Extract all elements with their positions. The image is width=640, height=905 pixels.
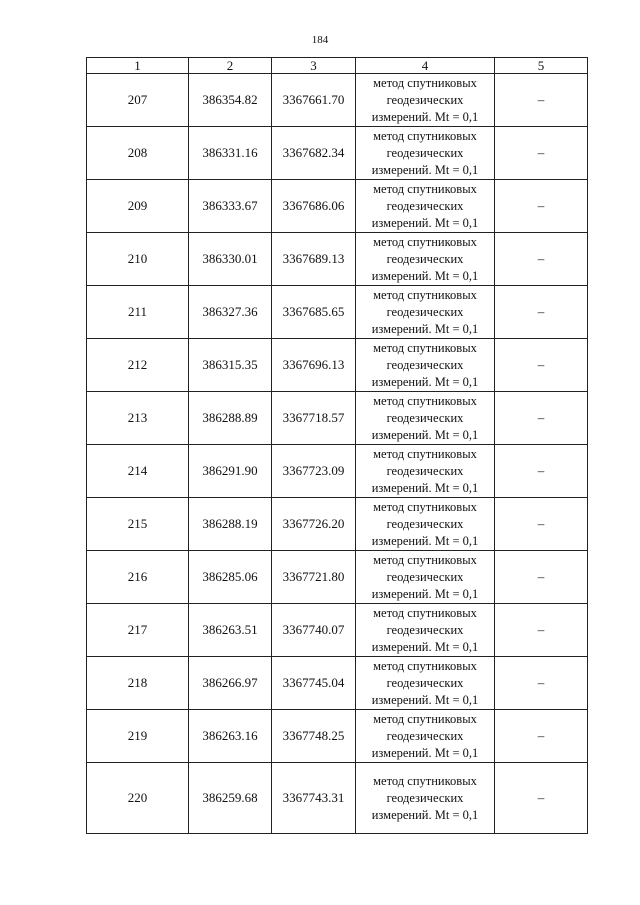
method-cell [356, 74, 495, 127]
note-dash: – [537, 790, 545, 805]
note-dash: – [537, 145, 545, 160]
method-line: метод спутниковых [373, 340, 477, 355]
table-row [87, 551, 588, 604]
y-coordinate-cell: 3367726.20 [272, 498, 356, 551]
method-line: измерений. Mt = 0,1 [371, 321, 479, 336]
y-coordinate-cell: 3367721.80 [272, 551, 356, 604]
table-row [87, 445, 588, 498]
note-cell [495, 498, 588, 551]
table-row [87, 763, 588, 834]
note-cell [495, 286, 588, 339]
method-line: метод спутниковых [373, 499, 477, 514]
method-cell [356, 445, 495, 498]
method-line: геодезических [386, 728, 464, 743]
y-coordinate-cell: 3367740.07 [272, 604, 356, 657]
note-dash: – [537, 463, 545, 478]
method-cell [356, 657, 495, 710]
method-cell [356, 498, 495, 551]
x-coordinate-cell: 386315.35 [189, 339, 272, 392]
method-cell [356, 286, 495, 339]
y-coordinate-cell: 3367685.65 [272, 286, 356, 339]
table-row [87, 657, 588, 710]
point-number-cell: 215 [87, 498, 189, 551]
method-line: метод спутниковых [373, 711, 477, 726]
method-line: метод спутниковых [373, 552, 477, 567]
method-cell [356, 180, 495, 233]
method-line: метод спутниковых [373, 658, 477, 673]
table-row [87, 74, 588, 127]
note-cell [495, 763, 588, 834]
point-number-cell: 214 [87, 445, 189, 498]
note-cell [495, 445, 588, 498]
method-line: измерений. Mt = 0,1 [371, 533, 479, 548]
page-number: 184 [311, 34, 329, 46]
method-line: измерений. Mt = 0,1 [371, 480, 479, 495]
point-number-cell: 213 [87, 392, 189, 445]
note-dash: – [537, 516, 545, 531]
method-line: измерений. Mt = 0,1 [371, 109, 479, 124]
method-line: измерений. Mt = 0,1 [371, 162, 479, 177]
note-cell [495, 233, 588, 286]
x-coordinate-cell: 386263.16 [189, 710, 272, 763]
method-line: измерений. Mt = 0,1 [371, 745, 479, 760]
point-number-cell: 209 [87, 180, 189, 233]
method-line: геодезических [386, 357, 464, 372]
note-dash: – [537, 569, 545, 584]
header-col-1: 1 [87, 58, 189, 74]
y-coordinate-cell: 3367682.34 [272, 127, 356, 180]
x-coordinate-cell: 386331.16 [189, 127, 272, 180]
method-line: измерений. Mt = 0,1 [371, 807, 479, 822]
table-row [87, 233, 588, 286]
y-coordinate-cell: 3367745.04 [272, 657, 356, 710]
x-coordinate-cell: 386327.36 [189, 286, 272, 339]
table-row [87, 127, 588, 180]
x-coordinate-cell: 386291.90 [189, 445, 272, 498]
table-row [87, 710, 588, 763]
note-dash: – [537, 357, 545, 372]
method-line: геодезических [386, 622, 464, 637]
y-coordinate-cell: 3367689.13 [272, 233, 356, 286]
method-line: измерений. Mt = 0,1 [371, 692, 479, 707]
note-dash: – [537, 675, 545, 690]
point-number-cell: 217 [87, 604, 189, 657]
x-coordinate-cell: 386259.68 [189, 763, 272, 834]
note-dash: – [537, 92, 545, 107]
y-coordinate-cell: 3367743.31 [272, 763, 356, 834]
header-col-5: 5 [495, 58, 588, 74]
x-coordinate-cell: 386263.51 [189, 604, 272, 657]
table-row [87, 180, 588, 233]
point-number-cell: 216 [87, 551, 189, 604]
method-line: геодезических [386, 145, 464, 160]
note-dash: – [537, 304, 545, 319]
method-cell [356, 551, 495, 604]
method-line: метод спутниковых [373, 75, 477, 90]
x-coordinate-cell: 386285.06 [189, 551, 272, 604]
method-line: измерений. Mt = 0,1 [371, 586, 479, 601]
note-dash: – [537, 198, 545, 213]
note-cell [495, 74, 588, 127]
method-line: измерений. Mt = 0,1 [371, 427, 479, 442]
header-col-3: 3 [272, 58, 356, 74]
method-cell [356, 604, 495, 657]
method-line: метод спутниковых [373, 605, 477, 620]
note-dash: – [537, 251, 545, 266]
table-row [87, 339, 588, 392]
method-cell [356, 233, 495, 286]
point-number-cell: 207 [87, 74, 189, 127]
method-line: геодезических [386, 675, 464, 690]
method-cell [356, 392, 495, 445]
method-line: метод спутниковых [373, 128, 477, 143]
note-cell [495, 180, 588, 233]
method-cell [356, 339, 495, 392]
note-cell [495, 604, 588, 657]
table-row [87, 604, 588, 657]
method-line: измерений. Mt = 0,1 [371, 639, 479, 654]
x-coordinate-cell: 386288.19 [189, 498, 272, 551]
y-coordinate-cell: 3367748.25 [272, 710, 356, 763]
coordinates-table [86, 57, 588, 834]
note-cell [495, 657, 588, 710]
method-line: геодезических [386, 251, 464, 266]
point-number-cell: 220 [87, 763, 189, 834]
method-line: геодезических [386, 516, 464, 531]
method-line: метод спутниковых [373, 393, 477, 408]
method-line: геодезических [386, 198, 464, 213]
note-cell [495, 710, 588, 763]
point-number-cell: 211 [87, 286, 189, 339]
method-line: геодезических [386, 569, 464, 584]
method-line: измерений. Mt = 0,1 [371, 268, 479, 283]
y-coordinate-cell: 3367718.57 [272, 392, 356, 445]
x-coordinate-cell: 386288.89 [189, 392, 272, 445]
x-coordinate-cell: 386266.97 [189, 657, 272, 710]
method-cell [356, 710, 495, 763]
method-line: геодезических [386, 410, 464, 425]
point-number-cell: 210 [87, 233, 189, 286]
method-line: метод спутниковых [373, 181, 477, 196]
note-cell [495, 551, 588, 604]
y-coordinate-cell: 3367686.06 [272, 180, 356, 233]
y-coordinate-cell: 3367723.09 [272, 445, 356, 498]
method-line: геодезических [386, 463, 464, 478]
x-coordinate-cell: 386354.82 [189, 74, 272, 127]
table-header-row [87, 58, 588, 74]
x-coordinate-cell: 386333.67 [189, 180, 272, 233]
header-col-4: 4 [356, 58, 495, 74]
point-number-cell: 219 [87, 710, 189, 763]
x-coordinate-cell: 386330.01 [189, 233, 272, 286]
method-line: геодезических [386, 790, 464, 805]
note-dash: – [537, 728, 545, 743]
method-line: геодезических [386, 304, 464, 319]
method-line: метод спутниковых [373, 287, 477, 302]
method-line: метод спутниковых [373, 446, 477, 461]
y-coordinate-cell: 3367696.13 [272, 339, 356, 392]
point-number-cell: 218 [87, 657, 189, 710]
table-body [87, 74, 588, 834]
y-coordinate-cell: 3367661.70 [272, 74, 356, 127]
point-number-cell: 208 [87, 127, 189, 180]
note-dash: – [537, 622, 545, 637]
method-line: измерений. Mt = 0,1 [371, 374, 479, 389]
note-cell [495, 339, 588, 392]
note-dash: – [537, 410, 545, 425]
method-line: метод спутниковых [373, 234, 477, 249]
method-line: геодезических [386, 92, 464, 107]
method-cell [356, 763, 495, 834]
note-cell [495, 392, 588, 445]
header-col-2: 2 [189, 58, 272, 74]
point-number-cell: 212 [87, 339, 189, 392]
method-cell [356, 127, 495, 180]
table-row [87, 498, 588, 551]
method-line: метод спутниковых [373, 773, 477, 788]
table-row [87, 392, 588, 445]
note-cell [495, 127, 588, 180]
method-line: измерений. Mt = 0,1 [371, 215, 479, 230]
table-row [87, 286, 588, 339]
